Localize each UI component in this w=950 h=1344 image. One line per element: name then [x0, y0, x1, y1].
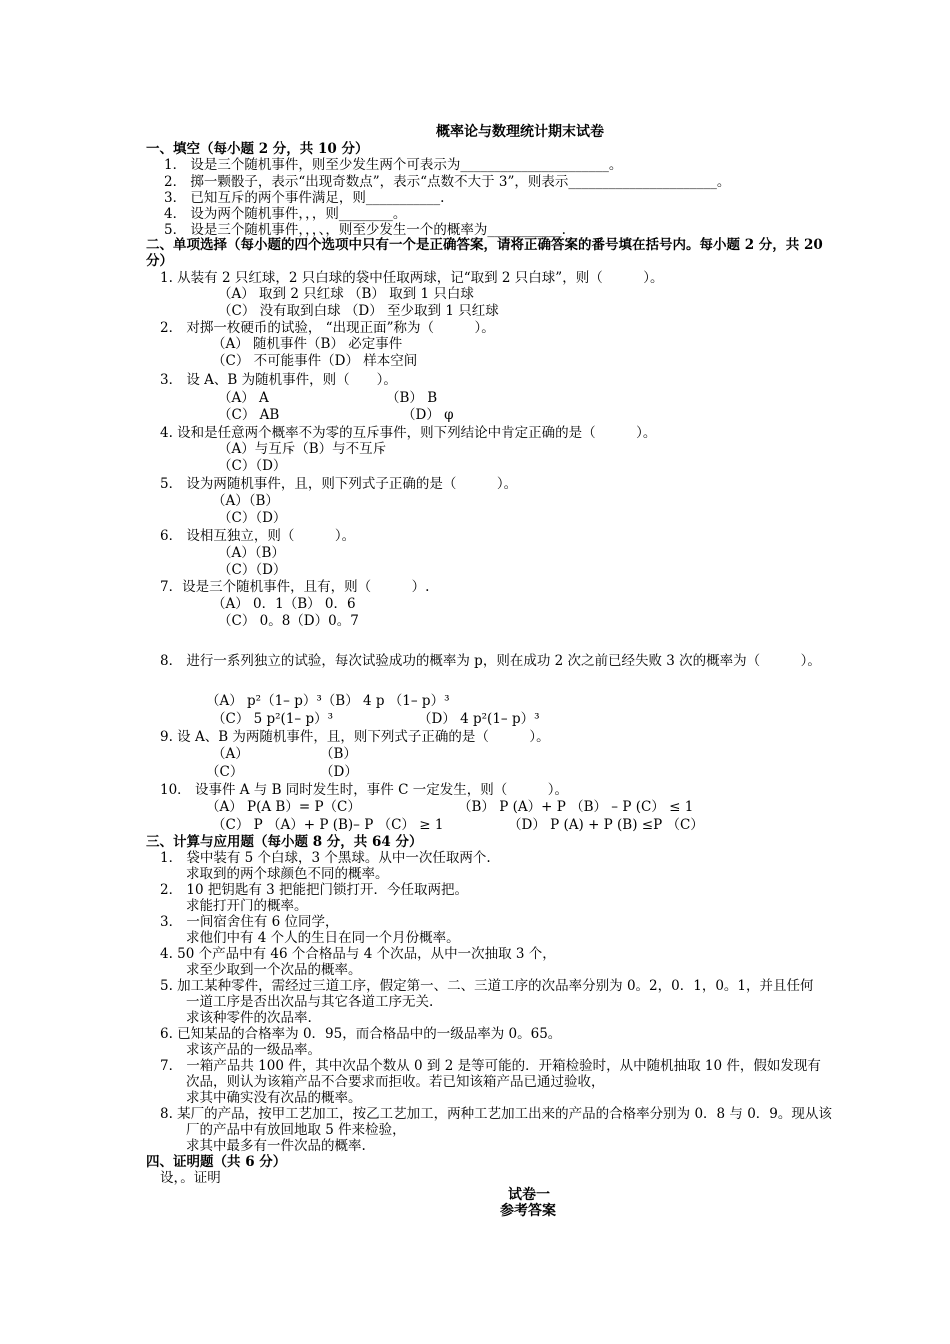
choice-options: （C）（D）: [218, 510, 287, 526]
question-text: 5． 设是三个随机事件，，，、，则至少发生一个的概率为___________.: [164, 222, 566, 238]
section-heading-proof: 四、证明题（共 6 分）: [146, 1154, 287, 1170]
question-text: 8． 进行一系列独立的试验，每次试验成功的概率为 p，则在成功 2 次之前已经失败 3 次的概率为（ ）。: [160, 653, 821, 669]
choice-option: （C） P （A）+ P (B)– P （C） ≥ 1: [212, 817, 444, 833]
choice-option: （A） A: [218, 390, 269, 406]
choice-option: （C） AB: [218, 407, 280, 423]
choice-options: （A） 随机事件（B） 必定事件: [212, 336, 403, 352]
question-text: 求该种零件的次品率.: [186, 1010, 312, 1026]
choice-option: （B）: [320, 746, 357, 762]
choice-option: （D） φ: [402, 407, 454, 423]
question-text: 8. 某厂的产品，按甲工艺加工，按乙工艺加工，两种工艺加工出来的产品的合格率分别为 0．8 与 0．9。现从该: [160, 1106, 832, 1122]
choice-option: （D） P (A) + P (B) ≤P （C）: [508, 817, 704, 833]
choice-options: （C） 0。8（D）0。7: [218, 613, 359, 629]
question-text: 6. 已知某品的合格率为 0．95，而合格品中的一级品率为 0。65。: [160, 1026, 562, 1042]
choice-options: （C）（D）: [218, 458, 287, 474]
question-text: 7．设是三个随机事件，且有，则（ ）.: [160, 579, 430, 595]
question-text: 求其中确实没有次品的概率。: [186, 1090, 362, 1106]
question-text: 2． 10 把钥匙有 3 把能把门锁打开．今任取两把。: [160, 882, 469, 898]
question-text: 7． 一箱产品共 100 件，其中次品个数从 0 到 2 是等可能的．开箱检验时，从中随机抽取 10 件，假如发现有: [160, 1058, 821, 1074]
question-text: 求取到的两个球颜色不同的概率。: [186, 866, 389, 882]
question-text: 5． 设为两随机事件，且，则下列式子正确的是（ ）。: [160, 476, 518, 492]
question-text: 2． 对掷一枚硬币的试验， “出现正面”称为（ ）。: [160, 320, 495, 336]
question-text: 3． 一间宿舍住有 6 位同学，: [160, 914, 339, 930]
question-text: 设，。证明: [160, 1170, 221, 1186]
section-heading-multiple-choice: 二、单项选择（每小题的四个选项中只有一个是正确答案，请将正确答案的番号填在括号内。每小题 2 分，共 20: [146, 237, 823, 253]
choice-options: （A）（B）: [218, 545, 285, 561]
question-text: 3． 已知互斥的两个事件满足，则___________.: [164, 190, 445, 206]
question-text: 次品，则认为该箱产品不合要求而拒收。若已知该箱产品已通过验收，: [186, 1074, 605, 1090]
question-text: 一道工序是否出次品与其它各道工序无关.: [186, 994, 434, 1010]
choice-options: （A）与互斥（B）与不互斥: [218, 441, 387, 457]
question-text: 求他们中有 4 个人的生日在同一个月份概率。: [186, 930, 460, 946]
question-text: 1． 袋中装有 5 个白球，3 个黑球。从中一次任取两个.: [160, 850, 491, 866]
section-heading-calculation: 三、计算与应用题（每小题 8 分，共 64 分）: [146, 834, 423, 850]
question-text: 4. 50 个产品中有 46 个合格品与 4 个次品，从中一次抽取 3 个，: [160, 946, 556, 962]
question-text: 10． 设事件 A 与 B 同时发生时，事件 C 一定发生，则（ ）。: [160, 782, 568, 798]
choice-option: （C）: [206, 764, 244, 780]
section-heading-fill-blank: 一、填空（每小题 2 分，共 10 分）: [146, 141, 369, 157]
answer-key-subtitle: 参考答案: [500, 1203, 556, 1219]
question-text: 厂的产品中有放回地取 5 件来检验，: [186, 1122, 406, 1138]
choice-option: （A） P(A B）= P（C）: [206, 799, 361, 815]
question-text: 4． 设为两个随机事件，，，则________。: [164, 206, 407, 222]
choice-options: （C） 没有取到白球 （D） 至少取到 1 只红球: [218, 303, 499, 319]
choice-option: （D） 4 p²(1– p）³: [418, 711, 540, 727]
question-text: 9. 设 A、B 为两随机事件，且，则下列式子正确的是（ ）。: [160, 729, 550, 745]
choice-options: （A） 取到 2 只红球 （B） 取到 1 只白球: [218, 286, 474, 302]
choice-option: （B） B: [386, 390, 438, 406]
question-text: 3． 设 A、B 为随机事件，则（ ）。: [160, 372, 397, 388]
question-text: 求至少取到一个次品的概率。: [186, 962, 362, 978]
question-text: 1． 设是三个随机事件，则至少发生两个可表示为______________________。: [164, 157, 623, 173]
choice-option: （D）: [320, 764, 358, 780]
question-text: 求其中最多有一件次品的概率.: [186, 1138, 366, 1154]
question-text: 求该产品的一级品率。: [186, 1042, 321, 1058]
choice-options: （A） 0．1（B） 0．6: [212, 596, 356, 612]
section-heading-multiple-choice-cont: 分）: [146, 253, 173, 269]
choice-option: （C） 5 p²(1– p）³: [212, 711, 334, 727]
choice-options: （C） 不可能事件（D） 样本空间: [212, 353, 418, 369]
question-text: 4. 设和是任意两个概率不为零的互斥事件，则下列结论中肯定正确的是（ ）。: [160, 425, 657, 441]
question-text: 求能打开门的概率。: [186, 898, 308, 914]
choice-option: （B） P (A）+ P （B） – P (C） ≤ 1: [458, 799, 694, 815]
choice-options: （A）（B）: [212, 493, 279, 509]
choice-options: （A） p²（1– p）³（B） 4 p （1– p）³: [206, 693, 450, 709]
choice-options: （C）（D）: [218, 562, 287, 578]
document-title: 概率论与数理统计期末试卷: [436, 124, 604, 140]
question-text: 2． 掷一颗骰子，表示“出现奇数点”，表示“点数不大于 3”，则表示______________________。: [164, 174, 731, 190]
question-text: 6． 设相互独立，则（ ）。: [160, 528, 356, 544]
answer-key-title: 试卷一: [508, 1187, 550, 1203]
question-text: 5. 加工某种零件，需经过三道工序，假定第一、二、三道工序的次品率分别为 0。2，0．1，0。1，并且任何: [160, 978, 814, 994]
question-text: 1. 从装有 2 只红球，2 只白球的袋中任取两球，记“取到 2 只白球”，则（ ）。: [160, 270, 664, 286]
choice-option: （A）: [212, 746, 249, 762]
